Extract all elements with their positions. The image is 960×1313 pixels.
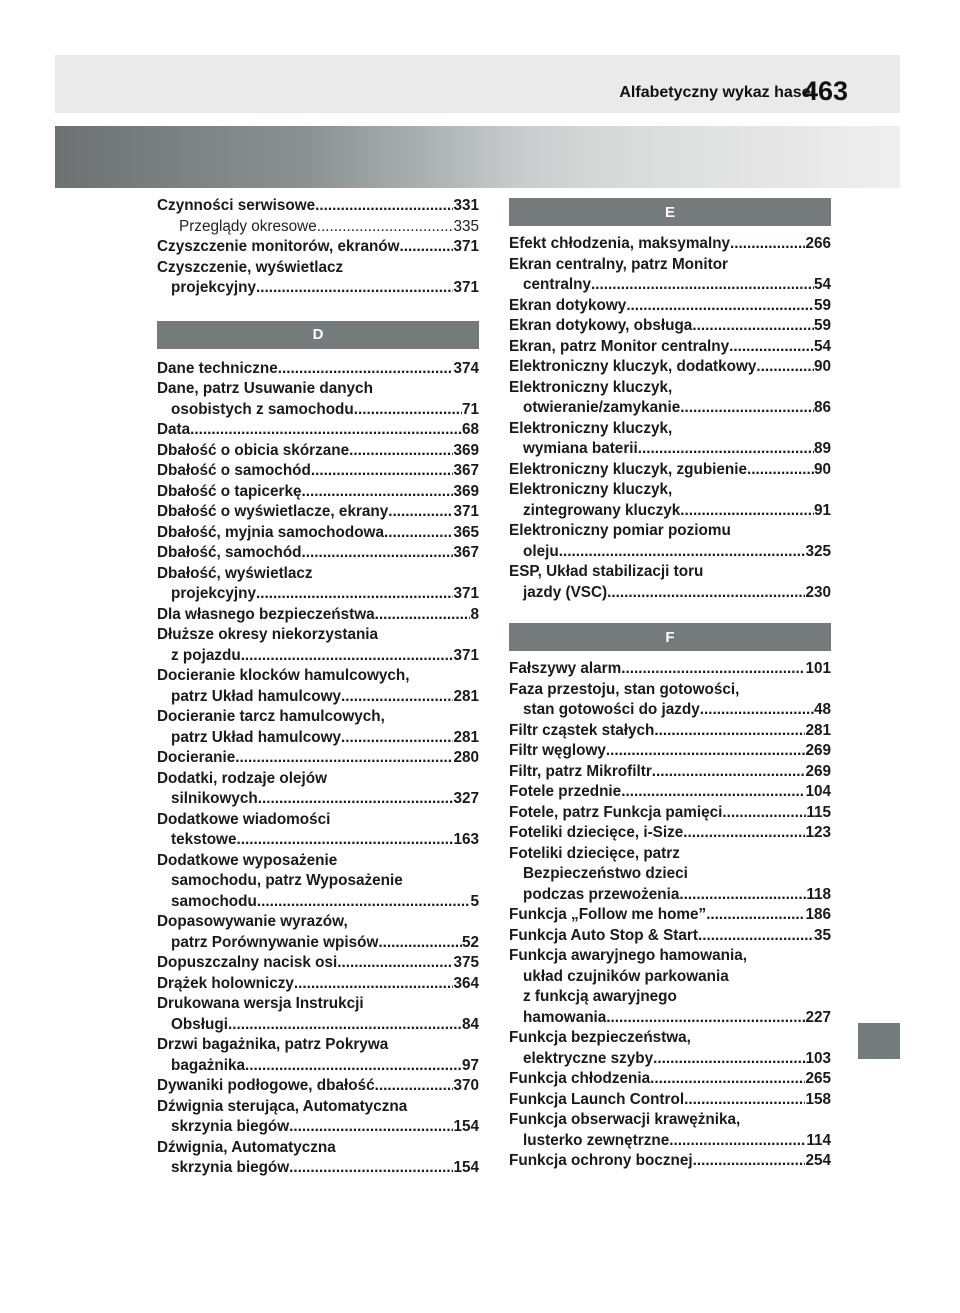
index-entry xyxy=(157,625,479,666)
dot-leader xyxy=(294,974,454,995)
index-column-left xyxy=(157,196,479,1179)
index-entry xyxy=(509,378,831,419)
entry-text: Faza przestoju, stan gotowości, xyxy=(509,680,740,698)
entry-page-number: 35 xyxy=(813,926,831,944)
index-entry xyxy=(157,666,479,707)
entry-text: z funkcją awaryjnego xyxy=(523,988,677,1005)
index-entry xyxy=(157,748,479,769)
dot-leader xyxy=(698,926,814,947)
entry-text: Dbałość, wyświetlacz xyxy=(157,564,313,582)
entry-text: Elektroniczny pomiar poziomu xyxy=(509,522,731,539)
dot-leader xyxy=(693,1151,806,1172)
index-entry xyxy=(509,721,831,742)
dot-leader xyxy=(680,501,814,522)
dot-leader xyxy=(354,400,462,421)
dot-leader xyxy=(607,583,805,604)
index-entry xyxy=(509,1090,831,1111)
index-entry xyxy=(157,851,479,913)
entry-text: samochodu xyxy=(171,892,257,910)
section-header-e: E xyxy=(509,198,831,226)
section-thumb-tab xyxy=(858,1023,900,1059)
entry-page-number: 59 xyxy=(813,317,831,334)
dot-leader xyxy=(349,441,453,462)
entry-text: ESP, Układ stabilizacji toru xyxy=(509,563,704,580)
index-entry xyxy=(157,994,479,1035)
index-entry xyxy=(509,562,831,603)
entry-page-number: 186 xyxy=(805,906,831,923)
dot-leader xyxy=(679,885,806,906)
dot-leader xyxy=(190,420,462,441)
entry-text: patrz Układ hamulcowy xyxy=(171,728,342,746)
index-entry xyxy=(157,1138,479,1179)
index-entry xyxy=(157,461,479,482)
entry-text: Elektroniczny kluczyk, zgubienie xyxy=(509,460,748,478)
index-entry xyxy=(157,543,479,564)
entry-text: Dłuższe okresy niekorzystania xyxy=(157,626,379,643)
index-entry xyxy=(157,912,479,953)
dot-leader xyxy=(311,461,454,482)
index-entry xyxy=(509,782,831,803)
entry-text: silnikowych xyxy=(171,790,258,807)
entry-page-number: 266 xyxy=(805,235,831,252)
entry-page-number: 163 xyxy=(453,831,479,848)
entry-text: Ekran dotykowy, obsługa xyxy=(509,317,693,334)
dot-leader xyxy=(669,1131,806,1152)
entry-text: Czynności serwisowe xyxy=(157,197,316,214)
entry-text: elektryczne szyby xyxy=(523,1049,654,1067)
index-entry xyxy=(509,337,831,358)
dot-leader xyxy=(256,278,453,299)
entries-f xyxy=(509,659,831,1172)
index-entry xyxy=(509,1151,831,1172)
entry-text: skrzynia biegów xyxy=(171,1159,290,1176)
dot-leader xyxy=(289,1158,453,1179)
index-entry xyxy=(157,379,479,420)
entry-text: lusterko zewnętrzne xyxy=(523,1131,670,1149)
entry-text: zintegrowany kluczyk xyxy=(523,501,681,519)
entry-text: Ekran, patrz Monitor centralny xyxy=(509,337,730,355)
entry-page-number: 54 xyxy=(813,276,831,293)
section-header-f: F xyxy=(509,623,831,651)
entry-page-number: 115 xyxy=(806,803,831,821)
index-entry xyxy=(157,769,479,810)
index-entry xyxy=(157,237,479,258)
dot-leader xyxy=(638,439,814,460)
index-entry xyxy=(509,762,831,783)
entry-text: Funkcja Launch Control xyxy=(509,1090,685,1108)
entry-page-number: 281 xyxy=(453,687,479,705)
dot-leader xyxy=(256,584,453,605)
entries-d xyxy=(157,359,479,1179)
index-entry xyxy=(509,255,831,296)
dot-leader xyxy=(591,275,814,296)
decorative-gradient-band xyxy=(55,126,900,188)
dot-leader xyxy=(278,359,454,380)
entry-page-number: 68 xyxy=(461,421,479,438)
entry-page-number: 269 xyxy=(805,762,831,780)
entry-page-number: 5 xyxy=(470,892,479,910)
entry-text: Czyszczenie, wyświetlacz xyxy=(157,258,344,276)
entry-text: Drzwi bagażnika, patrz Pokrywa xyxy=(157,1036,389,1053)
entry-text: samochodu, patrz Wyposażenie xyxy=(171,872,403,889)
index-entry xyxy=(509,823,831,844)
entry-text: Czyszczenie monitorów, ekranów xyxy=(157,238,400,255)
dot-leader xyxy=(384,523,454,544)
dot-leader xyxy=(621,782,805,803)
entry-page-number: 374 xyxy=(453,359,479,377)
entry-text: Dbałość, samochód xyxy=(157,544,302,561)
index-entry xyxy=(157,482,479,503)
index-entry xyxy=(157,502,479,523)
entry-text: hamowania xyxy=(523,1008,607,1026)
index-entry xyxy=(509,521,831,562)
entry-text: Drążek holowniczy xyxy=(157,974,294,992)
entry-text: Obsługi xyxy=(171,1015,228,1033)
index-entry xyxy=(509,1069,831,1090)
entry-text: Dywaniki podłogowe, dbałość xyxy=(157,1077,375,1094)
entry-page-number: 281 xyxy=(453,728,479,746)
dot-leader xyxy=(315,196,453,217)
entry-page-number: 59 xyxy=(813,296,831,314)
entry-page-number: 84 xyxy=(461,1015,479,1033)
entry-page-number: 154 xyxy=(453,1118,479,1135)
dot-leader xyxy=(626,296,814,317)
index-entry xyxy=(509,316,831,337)
entry-text: Dodatkowe wiadomości xyxy=(157,810,331,828)
entry-page-number: 371 xyxy=(453,238,479,255)
index-entry xyxy=(157,196,479,217)
index-entry xyxy=(157,1076,479,1097)
dot-leader xyxy=(241,646,454,667)
entry-page-number: 280 xyxy=(453,749,479,766)
entry-page-number: 90 xyxy=(813,358,831,375)
dot-leader xyxy=(559,542,806,563)
dot-leader xyxy=(341,687,453,708)
entry-text: Elektroniczny kluczyk, dodatkowy xyxy=(509,358,757,375)
dot-leader xyxy=(654,721,805,742)
index-entry xyxy=(157,953,479,974)
entry-page-number: 89 xyxy=(813,440,831,457)
dot-leader xyxy=(729,337,814,358)
index-entry xyxy=(509,844,831,906)
dot-leader xyxy=(257,892,471,913)
entry-page-number: 371 xyxy=(453,646,479,664)
entry-page-number: 90 xyxy=(813,460,831,478)
entry-page-number: 154 xyxy=(453,1159,479,1176)
index-entry xyxy=(509,1028,831,1069)
entry-text: Dbałość o samochód xyxy=(157,462,311,479)
dot-leader xyxy=(683,823,805,844)
index-entry xyxy=(509,680,831,721)
entry-text: Filtr węglowy xyxy=(509,742,606,759)
entry-page-number: 71 xyxy=(461,400,479,418)
dot-leader xyxy=(722,803,806,824)
entry-text: Elektroniczny kluczyk, xyxy=(509,481,673,498)
entry-text: projekcyjny xyxy=(171,585,257,602)
entry-page-number: 8 xyxy=(470,605,479,623)
index-entry xyxy=(509,946,831,1028)
entry-text: Dbałość o obicia skórzane xyxy=(157,441,350,459)
index-entry xyxy=(509,460,831,481)
index-entry xyxy=(509,357,831,378)
entry-text: Efekt chłodzenia, maksymalny xyxy=(509,235,731,252)
entry-page-number: 91 xyxy=(813,501,831,519)
dot-leader xyxy=(388,502,453,523)
dot-leader xyxy=(378,933,462,954)
entry-text: tekstowe xyxy=(171,831,237,848)
dot-leader xyxy=(756,357,814,378)
index-entry xyxy=(509,741,831,762)
dot-leader xyxy=(692,316,814,337)
entry-text: Fałszywy alarm xyxy=(509,660,622,677)
entry-text: Dodatki, rodzaje olejów xyxy=(157,769,327,787)
dot-leader xyxy=(706,905,805,926)
entry-page-number: 281 xyxy=(805,721,831,739)
index-entry xyxy=(157,359,479,380)
entries-c xyxy=(157,196,479,299)
entry-page-number: 327 xyxy=(453,790,479,807)
entry-text: Dbałość o wyświetlacze, ekrany xyxy=(157,503,389,520)
entry-page-number: 371 xyxy=(453,585,479,602)
dot-leader xyxy=(245,1056,462,1077)
index-entry xyxy=(157,217,479,238)
dot-leader xyxy=(258,789,454,810)
entry-text: Fotele, patrz Funkcja pamięci xyxy=(509,803,723,821)
dot-leader xyxy=(236,830,453,851)
entry-page-number: 369 xyxy=(453,482,479,500)
entry-text: Dopuszczalny nacisk osi xyxy=(157,954,338,971)
index-entry xyxy=(157,441,479,462)
entry-text: otwieranie/zamykanie xyxy=(523,399,681,416)
entry-page-number: 269 xyxy=(805,742,831,759)
entry-text: Funkcja Auto Stop & Start xyxy=(509,926,698,944)
entry-text: Funkcja chłodzenia xyxy=(509,1070,651,1087)
entry-text: Docieranie tarcz hamulcowych, xyxy=(157,708,385,725)
entry-text: Ekran centralny, patrz Monitor xyxy=(509,255,729,273)
index-entry xyxy=(509,659,831,680)
index-entry xyxy=(509,905,831,926)
entry-text: Ekran dotykowy xyxy=(509,296,627,314)
index-entry xyxy=(509,1110,831,1151)
entry-text: Dane, patrz Usuwanie danych xyxy=(157,380,373,397)
index-entry xyxy=(509,296,831,317)
entry-page-number: 371 xyxy=(453,279,479,296)
entry-text: Data xyxy=(157,421,191,438)
entry-text: patrz Układ hamulcowy xyxy=(171,687,342,705)
entry-page-number: 52 xyxy=(461,933,479,951)
running-header-title: Alfabetyczny wykaz haseł xyxy=(619,84,815,101)
dot-leader xyxy=(680,398,814,419)
entry-page-number: 331 xyxy=(453,197,479,214)
entry-text: Elektroniczny kluczyk, xyxy=(509,419,673,437)
entry-page-number: 97 xyxy=(461,1056,479,1074)
entry-text: podczas przewożenia xyxy=(523,885,680,903)
index-entry xyxy=(157,1035,479,1076)
entry-page-number: 265 xyxy=(805,1070,831,1087)
entry-text: Filtr cząstek stałych xyxy=(509,721,655,739)
dot-leader xyxy=(730,234,805,255)
index-entry xyxy=(157,707,479,748)
entry-page-number: 158 xyxy=(805,1090,831,1108)
entry-page-number: 364 xyxy=(453,974,479,992)
entries-e xyxy=(509,234,831,603)
entry-text: Docieranie klocków hamulcowych, xyxy=(157,667,410,684)
index-entry xyxy=(157,258,479,299)
entry-text: Funkcja bezpieczeństwa, xyxy=(509,1029,691,1046)
entry-text: skrzynia biegów xyxy=(171,1118,290,1135)
entry-text: Funkcja awaryjnego hamowania, xyxy=(509,947,748,964)
entry-page-number: 118 xyxy=(806,885,831,903)
entry-text: osobistych z samochodu xyxy=(171,400,354,418)
dot-leader xyxy=(621,659,805,680)
dot-leader xyxy=(228,1015,462,1036)
entry-page-number: 48 xyxy=(813,701,831,718)
dot-leader xyxy=(606,741,806,762)
entry-text: patrz Porównywanie wpisów xyxy=(171,933,379,951)
entry-page-number: 86 xyxy=(813,399,831,416)
entry-text: Dźwignia sterująca, Automatyczna xyxy=(157,1097,408,1115)
entry-page-number: 365 xyxy=(453,523,479,541)
entry-page-number: 375 xyxy=(453,954,479,971)
entry-page-number: 369 xyxy=(453,441,479,459)
index-entry xyxy=(509,803,831,824)
entry-text: Dopasowywanie wyrazów, xyxy=(157,913,348,930)
entry-text: Przeglądy okresowe xyxy=(179,217,317,235)
entry-text: Funkcja „Follow me home” xyxy=(509,906,707,923)
entry-page-number: 230 xyxy=(805,583,831,601)
index-entry xyxy=(509,234,831,255)
entry-text: stan gotowości do jazdy xyxy=(523,701,700,718)
dot-leader xyxy=(606,1008,805,1029)
index-entry xyxy=(509,419,831,460)
index-entry xyxy=(157,810,479,851)
entry-text: Filtr, patrz Mikrofiltr xyxy=(509,762,652,780)
dot-leader xyxy=(235,748,453,769)
entry-text: Funkcja obserwacji krawężnika, xyxy=(509,1111,741,1128)
entry-text: bagażnika xyxy=(171,1056,245,1074)
entry-page-number: 123 xyxy=(805,824,831,841)
entry-text: Dla własnego bezpieczeństwa xyxy=(157,605,375,623)
index-entry xyxy=(157,1097,479,1138)
dot-leader xyxy=(652,762,806,783)
entry-text: układ czujników parkowania xyxy=(523,967,729,985)
entry-page-number: 367 xyxy=(453,462,479,479)
dot-leader xyxy=(747,460,814,481)
entry-text: Dbałość, myjnia samochodowa xyxy=(157,523,384,541)
dot-leader xyxy=(700,700,814,721)
entry-text: centralny xyxy=(523,276,592,293)
entry-text: Dźwignia, Automatyczna xyxy=(157,1138,336,1156)
entry-text: Foteliki dziecięce, patrz xyxy=(509,844,680,862)
entry-text: wymiana baterii xyxy=(523,440,638,457)
index-column-right xyxy=(509,196,831,1172)
dot-leader xyxy=(337,953,453,974)
index-entry xyxy=(157,564,479,605)
entry-text: jazdy (VSC) xyxy=(523,583,608,601)
entry-page-number: 325 xyxy=(805,542,831,560)
dot-leader xyxy=(289,1117,453,1138)
index-entry xyxy=(509,926,831,947)
index-entry xyxy=(157,420,479,441)
entry-text: Dodatkowe wyposażenie xyxy=(157,851,338,869)
dot-leader xyxy=(653,1049,805,1070)
entry-page-number: 104 xyxy=(805,783,831,800)
entry-text: Dane techniczne xyxy=(157,359,278,377)
dot-leader xyxy=(341,728,453,749)
entry-page-number: 54 xyxy=(813,337,831,355)
dot-leader xyxy=(375,605,471,626)
entry-text: Docieranie xyxy=(157,749,236,766)
dot-leader xyxy=(650,1069,805,1090)
entry-page-number: 367 xyxy=(453,544,479,561)
index-entry xyxy=(509,480,831,521)
dot-leader xyxy=(375,1076,454,1097)
entry-text: Dbałość o tapicerkę xyxy=(157,482,302,500)
dot-leader xyxy=(317,217,454,238)
dot-leader xyxy=(400,237,454,258)
entry-page-number: 101 xyxy=(805,660,831,677)
entry-text: Fotele przednie xyxy=(509,783,622,800)
entry-text: Drukowana wersja Instrukcji xyxy=(157,995,364,1012)
dot-leader xyxy=(302,543,454,564)
entry-page-number: 227 xyxy=(805,1008,831,1026)
index-entry xyxy=(157,605,479,626)
index-entry xyxy=(157,974,479,995)
entry-text: Foteliki dziecięce, i-Size xyxy=(509,824,684,841)
page-number: 463 xyxy=(803,76,849,106)
dot-leader xyxy=(684,1090,805,1111)
entry-text: z pojazdu xyxy=(171,646,241,664)
entry-text: Funkcja ochrony bocznej xyxy=(509,1152,693,1169)
entry-page-number: 335 xyxy=(453,217,479,235)
entry-text: oleju xyxy=(523,542,559,560)
entry-text: projekcyjny xyxy=(171,279,257,296)
entry-page-number: 371 xyxy=(453,503,479,520)
entry-page-number: 370 xyxy=(453,1077,479,1094)
entry-text: Elektroniczny kluczyk, xyxy=(509,378,673,396)
entry-text: Bezpieczeństwo dzieci xyxy=(523,865,688,882)
section-header-d: D xyxy=(157,321,479,349)
entry-page-number: 114 xyxy=(806,1131,831,1149)
entry-page-number: 254 xyxy=(805,1152,831,1169)
index-entry xyxy=(157,523,479,544)
entry-page-number: 103 xyxy=(805,1049,831,1067)
dot-leader xyxy=(302,482,454,503)
